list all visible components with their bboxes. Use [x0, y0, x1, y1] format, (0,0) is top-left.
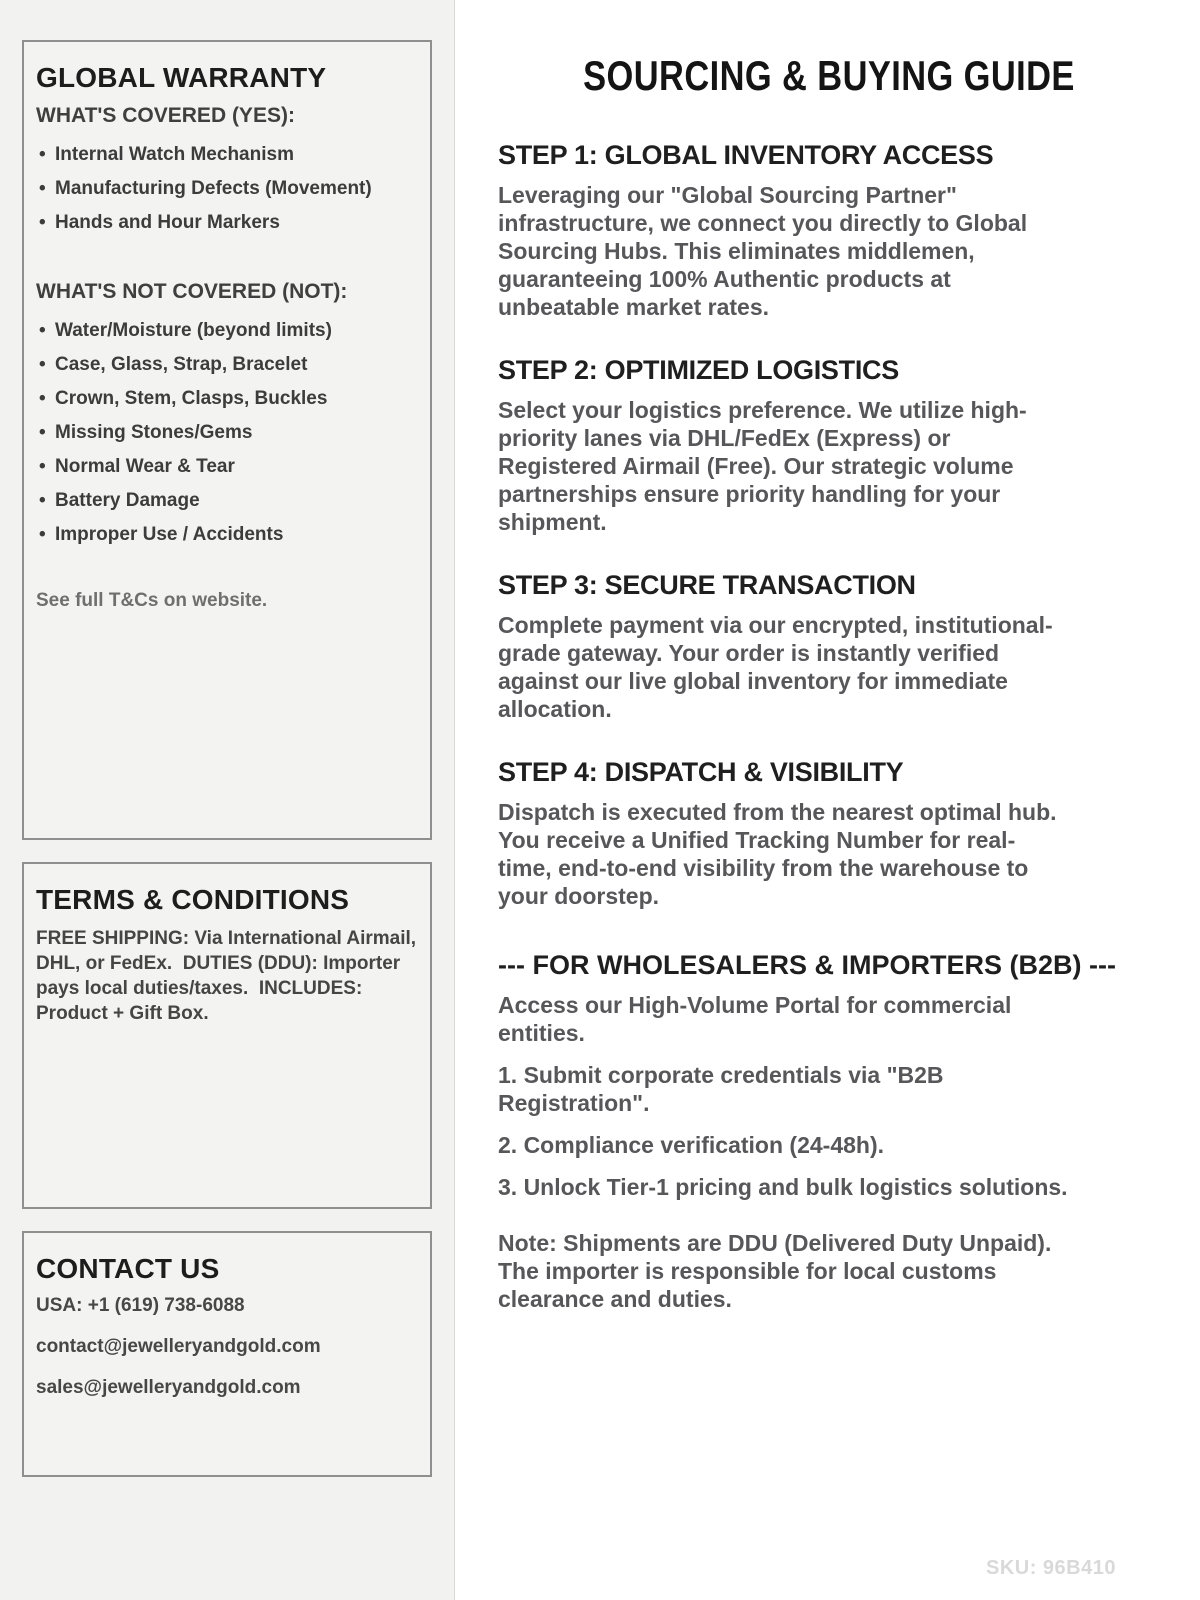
section-step-3 [498, 570, 1160, 723]
b2b-heading: --- FOR WHOLESALERS & IMPORTERS (B2B) --- [498, 950, 1116, 980]
global-warranty-panel [22, 40, 432, 840]
list-item: • Internal Watch Mechanism [36, 138, 418, 172]
not-covered-heading: WHAT'S NOT COVERED (NOT): [36, 280, 348, 303]
covered-heading: WHAT'S COVERED (YES): [36, 104, 295, 127]
sku-label: SKU: 96B410 [985, 1557, 1116, 1579]
terms-panel [22, 862, 432, 1209]
warranty-footnote: See full T&Cs on website. [36, 590, 268, 611]
b2b-note: Note: Shipments are DDU (Delivered Duty Unpaid). The importer is responsible for local customs clearance and duties. [498, 1230, 1052, 1312]
section-step-4 [498, 757, 1160, 910]
section-body: Complete payment via our encrypted, institutional-grade gateway. Your order is instantly verified against our live global inventory for immediate allocation. [498, 612, 1053, 722]
list-item: • Case, Glass, Strap, Bracelet [36, 348, 418, 382]
covered-list [36, 138, 418, 240]
section-step-2 [498, 355, 1160, 536]
list-item: • Improper Use / Accidents [36, 518, 418, 552]
terms-heading: TERMS & CONDITIONS [36, 884, 350, 915]
b2b-step: 1. Submit corporate credentials via "B2B Registration". [498, 1062, 944, 1116]
list-item: • Normal Wear & Tear [36, 450, 418, 484]
contact-heading: CONTACT US [36, 1253, 220, 1284]
section-heading: STEP 4: DISPATCH & VISIBILITY [498, 757, 904, 787]
section-body: Dispatch is executed from the nearest optimal hub. You receive a Unified Tracking Number for real-time, end-to-end visibility from the warehouse to your doorstep. [498, 799, 1057, 909]
section-step-1 [498, 140, 1160, 321]
section-heading: STEP 2: OPTIMIZED LOGISTICS [498, 355, 899, 385]
section-body: Leveraging our "Global Sourcing Partner" infrastructure, we connect you directly to Global Sourcing Hubs. This eliminates middlemen, guaranteeing 100% Authentic products at unbeatable market rates. [498, 182, 1028, 320]
list-item: • Manufacturing Defects (Movement) [36, 172, 418, 206]
section-b2b [498, 950, 1160, 1313]
section-heading: STEP 3: SECURE TRANSACTION [498, 570, 916, 600]
b2b-step: 3. Unlock Tier-1 pricing and bulk logistics solutions. [498, 1174, 1068, 1200]
not-covered-list [36, 314, 418, 552]
contact-phone: USA: +1 (619) 738-6088 [36, 1295, 245, 1316]
section-heading: STEP 1: GLOBAL INVENTORY ACCESS [498, 140, 994, 170]
contact-email-primary: contact@jewelleryandgold.com [36, 1336, 321, 1357]
list-item: • Missing Stones/Gems [36, 416, 418, 450]
sourcing-guide-main [456, 0, 1200, 1600]
list-item: • Hands and Hour Markers [36, 206, 418, 240]
list-item: • Battery Damage [36, 484, 418, 518]
page-title: SOURCING & BUYING GUIDE [583, 52, 1075, 99]
b2b-step: 2. Compliance verification (24-48h). [498, 1132, 885, 1158]
contact-panel [22, 1231, 432, 1477]
section-body: Select your logistics preference. We utilize high-priority lanes via DHL/FedEx (Express) or Registered Airmail (Free). Our strategic volume partnerships ensure priority handling for your shipment. [498, 397, 1027, 535]
list-item: • Crown, Stem, Clasps, Buckles [36, 382, 418, 416]
sidebar [0, 0, 455, 1600]
b2b-intro: Access our High-Volume Portal for commercial entities. [498, 992, 1012, 1046]
contact-email-sales: sales@jewelleryandgold.com [36, 1377, 301, 1398]
list-item: • Water/Moisture (beyond limits) [36, 314, 418, 348]
terms-body: FREE SHIPPING: Via International Airmail, DHL, or FedEx. DUTIES (DDU): Importer pays local duties/taxes. INCLUDES: Product + Gift Box. [36, 928, 422, 1024]
warranty-heading: GLOBAL WARRANTY [36, 62, 327, 93]
